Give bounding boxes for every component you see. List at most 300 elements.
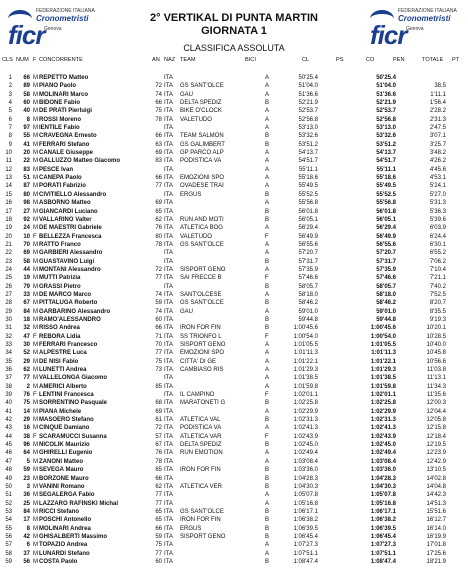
cell-cl: 1:02'45.0: [293, 442, 318, 449]
cell-bici: A: [265, 125, 270, 132]
col-pen: PEN: [393, 57, 405, 63]
cell-pen: 1:06'38.2: [370, 517, 396, 524]
cell-sex: M: [33, 300, 38, 307]
table-row: [0, 199, 468, 207]
cell-bici: B: [265, 517, 270, 524]
cell-name: RAMO'ALESSANDRO: [39, 316, 101, 323]
cell-an: 61: [155, 417, 162, 424]
cell-pen: 1:06'39.5: [370, 525, 396, 532]
table-row: [0, 441, 468, 449]
cell-num: 96: [23, 442, 30, 449]
cell-an: 60: [155, 316, 162, 323]
table-row: [0, 374, 468, 382]
cell-sex: M: [33, 492, 38, 499]
cell-naz: ITA: [164, 333, 173, 340]
cell-cl: 51'36.6: [298, 91, 318, 98]
cell-bici: B: [265, 508, 270, 515]
cell-team: PODISTICA VA: [180, 158, 222, 165]
cell-num: 29: [23, 417, 30, 424]
cell-tot: 7'52.5: [429, 291, 446, 298]
cell-pen: 56'55.6: [376, 241, 396, 248]
cell-pen: 53'13.0: [376, 125, 396, 132]
cell-bici: A: [265, 225, 270, 232]
cell-pen: 52'53.7: [376, 108, 396, 115]
cell-tot: 16'14.0: [426, 525, 446, 532]
cell-naz: ITA: [164, 116, 173, 123]
cell-team: VALETUDO: [180, 233, 212, 240]
cell-sex: M: [33, 250, 38, 257]
cell-an: 73: [155, 367, 162, 374]
cell-naz: ITA: [164, 75, 173, 81]
cell-cl: 55'18.6: [298, 175, 318, 182]
cell-cls: 49: [5, 475, 12, 482]
cell-tot: 18'21.9: [426, 558, 446, 565]
cell-tot: 5'39.6: [429, 216, 446, 223]
cell-tot: 12'04.4: [426, 408, 446, 415]
cell-bici: A: [265, 550, 270, 557]
cell-name: ROSSI Moreno: [39, 116, 82, 123]
cell-cls: 45: [5, 442, 12, 449]
col-cl: CL: [302, 57, 310, 63]
cell-cl: 54'13.7: [298, 150, 318, 157]
cell-bici: B: [265, 191, 270, 198]
cell-cls: 35: [5, 358, 12, 365]
cell-num: 19: [23, 275, 30, 282]
cell-cls: 18: [5, 216, 12, 223]
cell-cls: 16: [5, 200, 12, 207]
cell-tot: 4'53.1: [429, 175, 446, 182]
cell-num: 33: [23, 291, 30, 298]
cell-num: 22: [23, 158, 30, 165]
cell-cls: 55: [5, 525, 12, 532]
cell-cl: 1:02'43.9: [293, 433, 318, 440]
col-cls: CLS: [2, 57, 13, 63]
cell-name: ZANONI Matteo: [39, 458, 83, 465]
cell-name: RICCI Stefano: [39, 508, 80, 515]
cell-naz: ITA: [164, 158, 173, 165]
cell-num: 70: [23, 241, 30, 248]
cell-cls: 25: [5, 275, 12, 282]
cell-pen: 1:02'29.9: [370, 408, 396, 415]
cell-bici: A: [265, 458, 270, 465]
cell-num: 76: [23, 392, 30, 399]
cell-cls: 36: [5, 367, 12, 374]
cell-tot: 5'27.0: [429, 191, 446, 198]
table-row: [0, 550, 468, 558]
cell-an: 66: [155, 325, 162, 332]
cell-cl: 1:05'07.8: [293, 492, 318, 499]
cell-naz: ITA: [164, 150, 173, 157]
cell-naz: ITA: [164, 492, 173, 499]
cell-naz: ITA: [164, 550, 173, 557]
cell-an: 72: [155, 83, 162, 90]
cell-team: OVADESE TRAI: [180, 183, 224, 190]
cell-name: DE MARCO Marco: [39, 291, 92, 298]
cell-cl: 1:00'45.6: [293, 325, 318, 332]
cell-sex: M: [33, 83, 38, 90]
cell-bici: B: [265, 417, 270, 424]
cell-name: MASOERO Stefano: [39, 417, 94, 424]
cell-bici: A: [265, 108, 270, 115]
cell-sex: M: [33, 483, 38, 490]
table-row: [0, 174, 468, 182]
cell-bici: A: [265, 342, 270, 348]
cell-naz: ITA: [164, 400, 173, 407]
cell-team: EMOZIONI SPO: [180, 175, 225, 182]
cell-bici: A: [265, 150, 270, 157]
cell-an: 65: [155, 517, 162, 524]
cell-num: 8: [26, 116, 30, 123]
cell-naz: ITA: [164, 291, 173, 298]
cell-tot: 8'20.7: [429, 300, 446, 307]
cell-cls: 42: [5, 417, 12, 424]
cell-tot: 15'51.6: [426, 508, 446, 515]
cell-team: GAU: [180, 91, 194, 98]
cell-sex: M: [33, 166, 38, 173]
cell-cls: 17: [5, 208, 12, 215]
cell-cls: 43: [5, 425, 12, 432]
cell-num: 47: [23, 333, 30, 340]
cell-sex: M: [33, 241, 38, 248]
cell-cls: 8: [8, 133, 12, 140]
cell-pen: 1:04'30.3: [370, 483, 396, 490]
cell-an: 62: [155, 216, 162, 223]
cell-cl: 56'05.1: [298, 216, 318, 223]
cell-tot: 5'36.3: [429, 208, 446, 215]
cell-sex: M: [33, 517, 38, 524]
cell-cl: 1:06'39.5: [293, 525, 318, 532]
table-row: [0, 233, 468, 241]
cell-an: 78: [155, 241, 162, 248]
cell-pen: 1:00'45.6: [370, 325, 396, 332]
cell-pen: 52'21.9: [376, 100, 396, 107]
cell-tot: 3'07.1: [429, 133, 446, 140]
cell-cls: 39: [5, 392, 12, 399]
cell-an: 66: [155, 175, 162, 182]
cell-cls: 32: [5, 333, 12, 340]
cell-an: 77: [155, 500, 162, 507]
table-row: [0, 366, 468, 374]
cell-cl: 1:08'47.4: [293, 558, 318, 565]
cell-sex: M: [33, 375, 38, 382]
cell-bici: B: [265, 258, 270, 265]
cell-cls: 51: [5, 492, 12, 499]
cell-num: 66: [23, 75, 30, 81]
cell-naz: ITA: [164, 342, 173, 348]
cell-cl: 1:06'38.2: [293, 517, 318, 524]
cell-pen: 53'32.6: [376, 133, 396, 140]
cell-tot: 16'19.9: [426, 533, 446, 540]
cell-an: 70: [155, 342, 162, 348]
cell-team: IRON FOR FIN: [180, 517, 221, 524]
cell-team: ATLETICA BOG: [180, 225, 223, 232]
cell-name: BIDONE Fabio: [39, 100, 81, 107]
cell-sex: M: [33, 425, 38, 432]
logo-federation-text: FEDERAZIONE ITALIANA: [398, 8, 457, 14]
table-row: [0, 291, 468, 299]
table-row: [0, 107, 468, 115]
cell-cl: 1:04'28.3: [293, 475, 318, 482]
cell-naz: ITA: [164, 241, 173, 248]
cell-name: LENTINI Francesca: [39, 392, 94, 399]
logo-mark-text: ficr: [8, 20, 45, 50]
cell-team: GS GALIMBERT: [180, 141, 225, 148]
cell-name: LUNETTI Andrea: [39, 367, 87, 374]
cell-num: 29: [23, 358, 30, 365]
cell-cls: 2: [8, 83, 12, 90]
cell-cl: 52'56.8: [298, 116, 318, 123]
cell-pen: 54'51.7: [376, 158, 396, 165]
cell-cls: 47: [5, 458, 12, 465]
cell-num: 42: [23, 533, 30, 540]
cell-tot: 38.5: [434, 83, 446, 90]
cell-cls: 7: [8, 125, 12, 132]
table-row: [0, 157, 468, 165]
cell-num: 27: [23, 208, 30, 215]
cell-naz: ITA: [164, 375, 173, 382]
cell-pen: 1:02'49.4: [370, 450, 396, 457]
cell-tot: 12'42.9: [426, 458, 446, 465]
cell-an: 77: [155, 492, 162, 499]
cell-name: PIANO Paolo: [39, 83, 77, 90]
cell-name: MUTTI Patrizia: [39, 275, 81, 282]
cell-cls: 24: [5, 266, 12, 273]
cell-naz: ITA: [164, 542, 173, 549]
cell-bici: B: [265, 325, 270, 332]
cell-cls: 40: [5, 400, 12, 407]
cell-team: SAI FRECCE B: [180, 275, 222, 282]
cell-bici: A: [265, 450, 270, 457]
cell-pen: 51'04.0: [376, 83, 396, 90]
cell-team: GS SANT'OLCE: [180, 300, 224, 307]
cell-tot: 2'28.2: [429, 108, 446, 115]
cell-cls: 38: [5, 383, 12, 390]
cell-bici: F: [265, 392, 269, 399]
cell-naz: ITA: [164, 100, 173, 107]
cell-sex: M: [33, 100, 38, 107]
cell-name: GALLUZZO Matteo Giacomo: [39, 158, 120, 165]
cell-an: 69: [155, 200, 162, 207]
table-row: [0, 458, 468, 466]
cell-bici: A: [265, 91, 270, 98]
cell-cls: 20: [5, 233, 12, 240]
cell-cl: 52'21.9: [298, 100, 318, 107]
table-row: [0, 74, 468, 82]
cell-sex: M: [33, 275, 38, 282]
cell-num: 58: [23, 258, 30, 265]
table-row: [0, 258, 468, 266]
table-row: [0, 383, 468, 391]
cell-sex: M: [33, 533, 38, 540]
col-name: CONCORRENTE: [39, 57, 83, 63]
cell-name: REPETTO Matteo: [39, 75, 89, 81]
cell-name: GHIRELLI Eugenio: [39, 450, 93, 457]
cell-pen: 51'36.6: [376, 91, 396, 98]
cell-team: SISPORT GENO: [180, 533, 226, 540]
cell-name: POSCHI Antonello: [39, 517, 92, 524]
cell-num: 10: [23, 233, 30, 240]
cell-name: GARBIERI Alessandro: [39, 250, 103, 257]
table-row: [0, 82, 468, 90]
cell-cl: 1:07'27.3: [293, 542, 318, 549]
cell-naz: ITA: [164, 266, 173, 273]
cell-bici: A: [265, 75, 270, 81]
cell-cl: 56'49.9: [298, 233, 318, 240]
cell-naz: ITA: [164, 91, 173, 98]
cell-pen: 59'01.0: [376, 308, 396, 315]
cell-an: 66: [155, 100, 162, 107]
cell-cl: 1:04'30.3: [293, 483, 318, 490]
cell-cl: 1:01'59.8: [293, 383, 318, 390]
cell-tot: 12'19.5: [426, 442, 446, 449]
cell-pen: 1:03'08.4: [370, 458, 396, 465]
table-row: [0, 466, 468, 474]
cell-tot: 11'13.1: [426, 375, 446, 382]
cell-pen: 1:02'01.1: [370, 392, 396, 399]
cell-naz: ITA: [164, 316, 173, 323]
cell-cl: 1:01'38.5: [293, 375, 318, 382]
cell-pen: 55'56.8: [376, 200, 396, 207]
cell-sex: F: [33, 392, 37, 399]
cell-team: BIKE O'CLOCK: [180, 108, 222, 115]
cell-sex: M: [33, 358, 38, 365]
cell-an: 74: [155, 291, 162, 298]
logo-mark-text: ficr: [370, 20, 407, 50]
cell-name: CANALE Giuseppe: [39, 150, 94, 157]
cell-tot: 1'56.4: [429, 100, 446, 107]
cell-name: AMERICI Alberto: [39, 383, 87, 390]
cell-pen: 56'49.9: [376, 233, 396, 240]
cell-naz: ITA: [164, 408, 173, 415]
cell-team: RUN AND MOTI: [180, 216, 224, 223]
cell-bici: A: [265, 308, 270, 315]
cell-team: IRON FOR FIN: [180, 467, 221, 474]
table-row: [0, 491, 468, 499]
cell-cls: 5: [8, 108, 12, 115]
cell-name: RISSO Andrea: [39, 325, 80, 332]
logo-brand-text: Cronometristi: [36, 14, 89, 23]
cell-pen: 1:06'17.1: [370, 508, 396, 515]
cell-bici: A: [265, 200, 270, 207]
cell-cls: 46: [5, 450, 12, 457]
cell-sex: M: [33, 467, 38, 474]
cell-pen: 55'18.6: [376, 175, 396, 182]
cell-sex: M: [33, 200, 38, 207]
cell-pen: 1:01'38.5: [370, 375, 396, 382]
cell-cl: 1:03'36.0: [293, 467, 318, 474]
cell-num: 59: [23, 467, 30, 474]
table-row: [0, 333, 468, 341]
col-totale: TOTALE: [422, 57, 444, 63]
cell-pen: 59'44.8: [376, 316, 396, 323]
cell-cls: 34: [5, 350, 12, 357]
cell-tot: 11'35.6: [426, 392, 446, 399]
cell-num: 89: [23, 83, 30, 90]
cell-tot: 13'10.5: [426, 467, 446, 474]
cell-an: 72: [155, 266, 162, 273]
cell-naz: ITA: [164, 191, 173, 198]
cell-cl: 57'31.7: [298, 258, 318, 265]
col-team: TEAM: [180, 57, 196, 63]
cell-pen: 1:01'29.3: [370, 367, 396, 374]
cell-sex: M: [33, 308, 38, 315]
cell-bici: B: [265, 400, 270, 407]
cell-naz: ITA: [164, 108, 173, 115]
table-row: [0, 558, 468, 566]
cell-naz: ITA: [164, 133, 173, 140]
cell-pen: 1:00'54.0: [370, 333, 396, 340]
cell-num: 16: [23, 425, 30, 432]
cell-sex: M: [33, 350, 38, 357]
cell-pen: 58'46.2: [376, 300, 396, 307]
cell-num: 25: [23, 500, 30, 507]
cell-name: NICOLIK Maurizio: [39, 442, 90, 449]
cell-sex: M: [33, 108, 38, 115]
cell-bici: B: [265, 316, 270, 323]
col-ps: PS: [336, 57, 344, 63]
cell-cl: 1:02'49.4: [293, 450, 318, 457]
cell-num: 84: [23, 508, 30, 515]
cell-cl: 55'52.5: [298, 191, 318, 198]
cell-num: 14: [23, 408, 30, 415]
cell-pen: 55'11.1: [376, 166, 396, 173]
cell-sex: M: [33, 75, 38, 81]
cell-sex: M: [33, 408, 38, 415]
logo-brand-text: Cronometristi: [398, 14, 451, 23]
table-row: [0, 516, 468, 524]
cell-cl: 58'05.7: [298, 283, 318, 290]
cell-naz: ITA: [164, 325, 173, 332]
cell-name: DE NISI Fabio: [39, 358, 79, 365]
cell-an: 68: [155, 400, 162, 407]
cell-num: 40: [23, 108, 30, 115]
cell-bici: A: [265, 375, 270, 382]
cell-pen: 1:03'36.0: [370, 467, 396, 474]
cell-name: LUNARDI Stefano: [39, 550, 90, 557]
cell-bici: B: [265, 133, 270, 140]
cell-cl: 56'55.6: [298, 241, 318, 248]
table-row: [0, 99, 468, 107]
cell-tot: 10'28.5: [426, 333, 446, 340]
cell-team: DELTA SPEDIZ: [180, 442, 222, 449]
cell-num: 5: [26, 458, 30, 465]
cell-num: 55: [23, 133, 30, 140]
cell-an: 75: [155, 542, 162, 549]
cell-sex: M: [33, 91, 38, 98]
cell-naz: ITA: [164, 233, 173, 240]
cell-tot: 14'02.8: [426, 475, 446, 482]
event-day: GIORNATA 1: [201, 25, 267, 37]
logo-federation-text: FEDERAZIONE ITALIANA: [36, 8, 95, 14]
cell-team: GS SANT'OLCE: [180, 508, 224, 515]
cell-num: 18: [23, 316, 30, 323]
cell-cl: 57'35.9: [298, 266, 318, 273]
cell-team: SISPORT GENO: [180, 342, 226, 348]
cell-tot: 5'31.3: [429, 200, 446, 207]
cell-sex: F: [33, 333, 37, 340]
cell-naz: ITA: [164, 417, 173, 424]
cell-cls: 22: [5, 250, 12, 257]
cell-an: 65: [155, 508, 162, 515]
cell-name: GUASTAVINO Luigi: [39, 258, 95, 265]
cell-an: 69: [155, 150, 162, 157]
cell-naz: ITA: [164, 483, 173, 490]
cell-name: IENTILE Fabio: [39, 125, 80, 132]
cell-an: 75: [155, 108, 162, 115]
cell-bici: B: [265, 141, 270, 148]
cell-an: 83: [155, 158, 162, 165]
cell-pen: 57'31.7: [376, 258, 396, 265]
